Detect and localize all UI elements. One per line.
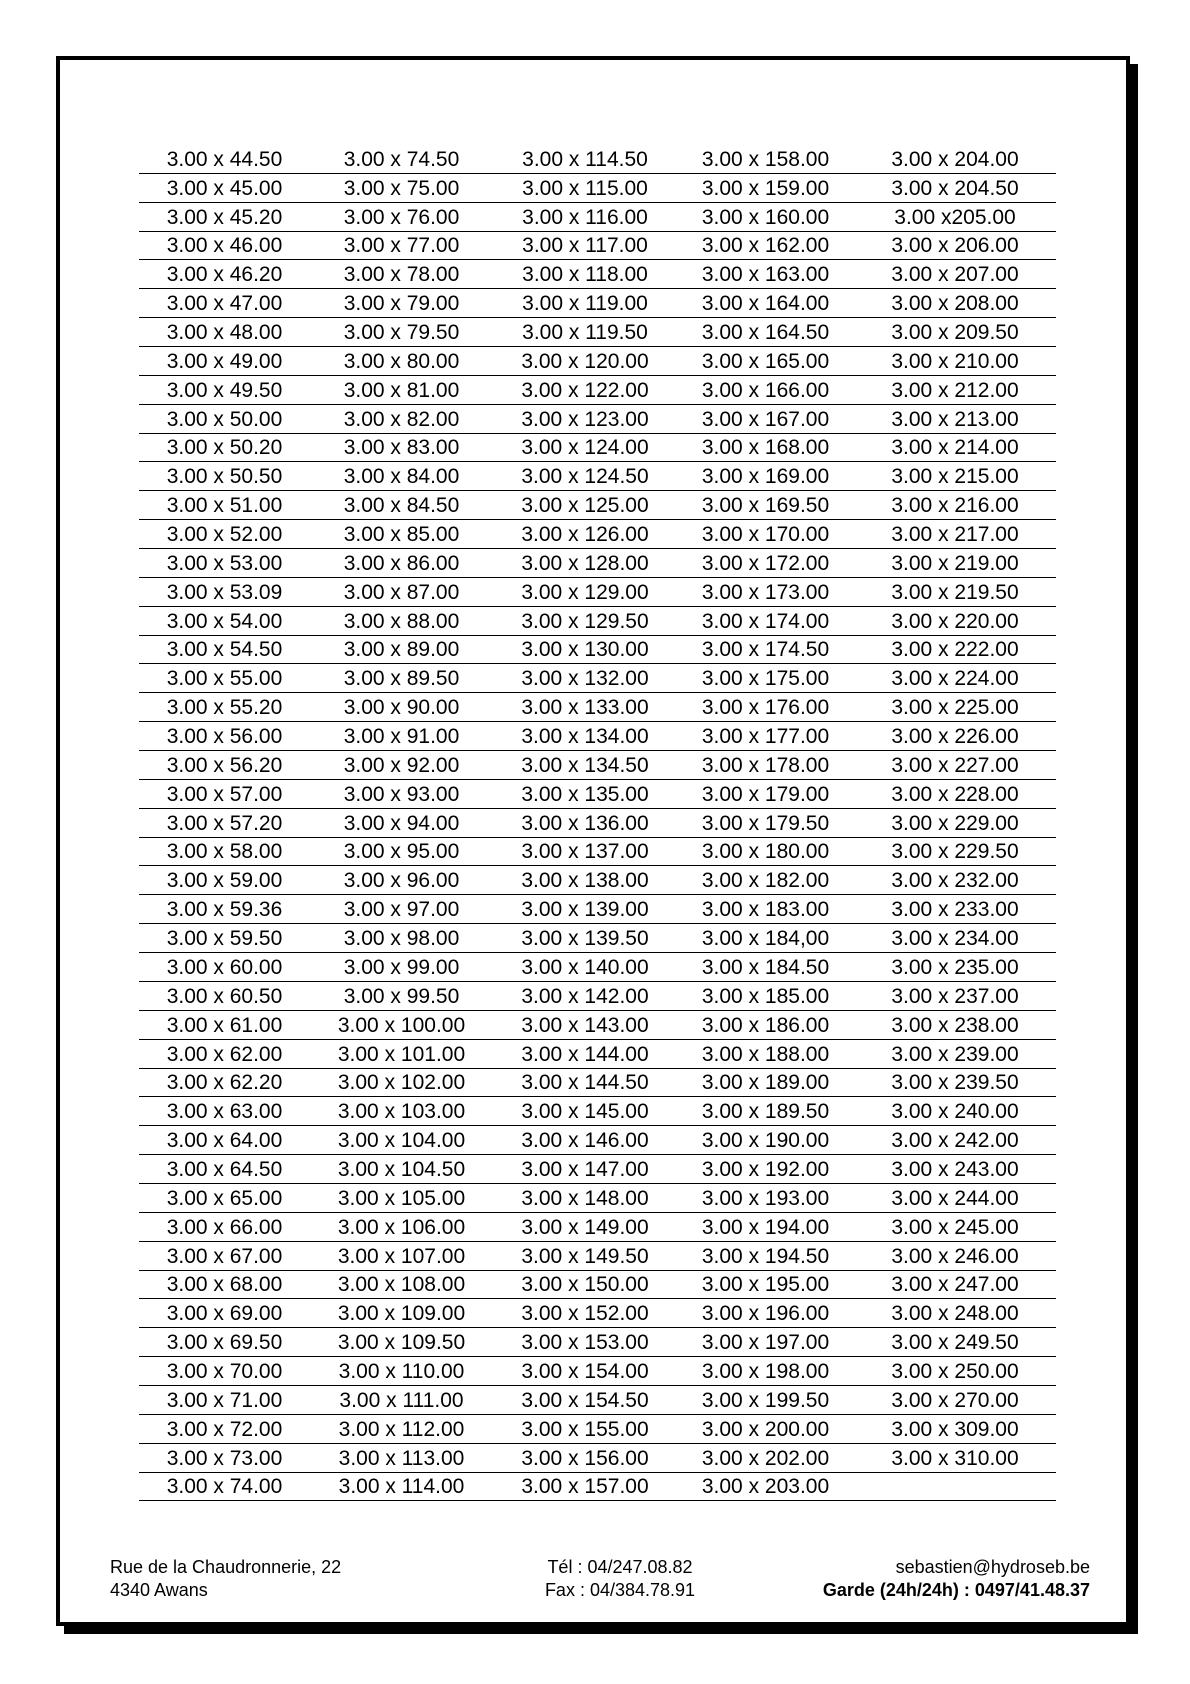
size-cell: 3.00 x 178.00 xyxy=(677,751,854,780)
size-cell: 3.00 x 101.00 xyxy=(310,1039,493,1068)
size-cell: 3.00 x 91.00 xyxy=(310,722,493,751)
size-cell: 3.00 x 154.00 xyxy=(493,1357,677,1386)
size-cell: 3.00 x 103.00 xyxy=(310,1097,493,1126)
size-cell: 3.00 x 197.00 xyxy=(677,1328,854,1357)
size-cell: 3.00 x 199.50 xyxy=(677,1385,854,1414)
size-cell: 3.00 x 106.00 xyxy=(310,1212,493,1241)
size-cell: 3.00 x 226.00 xyxy=(854,722,1056,751)
size-cell: 3.00 x 164.50 xyxy=(677,318,854,347)
size-cell: 3.00 x 142.00 xyxy=(493,981,677,1010)
table-row xyxy=(139,606,1056,635)
size-cell: 3.00 x 194.00 xyxy=(677,1212,854,1241)
size-cell: 3.00 x 57.00 xyxy=(139,779,310,808)
size-cell: 3.00 x 128.00 xyxy=(493,549,677,578)
size-cell: 3.00 x 144.00 xyxy=(493,1039,677,1068)
footer-contact xyxy=(500,1556,740,1602)
size-cell: 3.00 x 73.00 xyxy=(139,1443,310,1472)
size-cell: 3.00 x 240.00 xyxy=(854,1097,1056,1126)
size-table-body xyxy=(139,145,1056,1501)
table-row xyxy=(139,1039,1056,1068)
table-row xyxy=(139,779,1056,808)
table-row xyxy=(139,433,1056,462)
size-cell: 3.00 x 111.00 xyxy=(310,1385,493,1414)
size-cell: 3.00 x 153.00 xyxy=(493,1328,677,1357)
size-cell: 3.00 x 190.00 xyxy=(677,1126,854,1155)
size-cell: 3.00 x 116.00 xyxy=(493,202,677,231)
table-row xyxy=(139,1299,1056,1328)
size-cell: 3.00 x 117.00 xyxy=(493,231,677,260)
table-row xyxy=(139,953,1056,982)
size-cell: 3.00 x 147.00 xyxy=(493,1155,677,1184)
size-cell: 3.00 x 58.00 xyxy=(139,837,310,866)
table-row xyxy=(139,1328,1056,1357)
size-cell: 3.00 x 90.00 xyxy=(310,693,493,722)
size-cell: 3.00 x 119.00 xyxy=(493,289,677,318)
size-cell: 3.00 x 204.00 xyxy=(854,145,1056,173)
size-cell: 3.00 x 238.00 xyxy=(854,1010,1056,1039)
size-cell: 3.00 x 53.09 xyxy=(139,577,310,606)
size-cell: 3.00 x 239.50 xyxy=(854,1068,1056,1097)
size-cell: 3.00 x 233.00 xyxy=(854,895,1056,924)
size-cell: 3.00 x 63.00 xyxy=(139,1097,310,1126)
size-cell: 3.00 x 67.00 xyxy=(139,1241,310,1270)
size-cell: 3.00 x 194.50 xyxy=(677,1241,854,1270)
size-cell: 3.00 x 137.00 xyxy=(493,837,677,866)
size-cell: 3.00 x 119.50 xyxy=(493,318,677,347)
size-cell xyxy=(854,1472,1056,1501)
table-row xyxy=(139,520,1056,549)
size-cell: 3.00 x 68.00 xyxy=(139,1270,310,1299)
table-row xyxy=(139,491,1056,520)
size-cell: 3.00 x 136.00 xyxy=(493,808,677,837)
size-cell: 3.00 x 227.00 xyxy=(854,751,1056,780)
size-cell: 3.00 x 250.00 xyxy=(854,1357,1056,1386)
size-cell: 3.00 x 145.00 xyxy=(493,1097,677,1126)
size-cell: 3.00 x 159.00 xyxy=(677,173,854,202)
size-cell: 3.00 x 138.00 xyxy=(493,866,677,895)
size-cell: 3.00 x 50.00 xyxy=(139,404,310,433)
size-cell: 3.00 x 189.50 xyxy=(677,1097,854,1126)
size-cell: 3.00 x 89.00 xyxy=(310,635,493,664)
size-cell: 3.00 x 57.20 xyxy=(139,808,310,837)
size-cell: 3.00 x 166.00 xyxy=(677,375,854,404)
size-cell: 3.00 x 64.50 xyxy=(139,1155,310,1184)
size-cell: 3.00 x 214.00 xyxy=(854,433,1056,462)
table-row xyxy=(139,895,1056,924)
table-row xyxy=(139,347,1056,376)
size-cell: 3.00 x 99.00 xyxy=(310,953,493,982)
size-cell: 3.00 x 174.50 xyxy=(677,635,854,664)
size-cell: 3.00 x 47.00 xyxy=(139,289,310,318)
table-row xyxy=(139,1126,1056,1155)
size-cell: 3.00 x 50.50 xyxy=(139,462,310,491)
size-cell: 3.00 x 209.50 xyxy=(854,318,1056,347)
fax-number: Fax : 04/384.78.91 xyxy=(544,1580,696,1600)
size-cell: 3.00 x 207.00 xyxy=(854,260,1056,289)
size-cell: 3.00 x 167.00 xyxy=(677,404,854,433)
size-cell: 3.00 x 83.00 xyxy=(310,433,493,462)
size-cell: 3.00 x 186.00 xyxy=(677,1010,854,1039)
size-cell: 3.00 x 66.00 xyxy=(139,1212,310,1241)
size-cell: 3.00 x 155.00 xyxy=(493,1414,677,1443)
size-cell: 3.00 x 124.00 xyxy=(493,433,677,462)
size-cell: 3.00 x 140.00 xyxy=(493,953,677,982)
table-row xyxy=(139,1155,1056,1184)
size-cell: 3.00 x 108.00 xyxy=(310,1270,493,1299)
size-cell: 3.00 x 69.50 xyxy=(139,1328,310,1357)
size-cell: 3.00 x 220.00 xyxy=(854,606,1056,635)
size-cell: 3.00 x 55.00 xyxy=(139,664,310,693)
size-cell: 3.00 x 94.00 xyxy=(310,808,493,837)
size-cell: 3.00 x 189.00 xyxy=(677,1068,854,1097)
size-cell: 3.00 x 54.50 xyxy=(139,635,310,664)
size-cell: 3.00 x 54.00 xyxy=(139,606,310,635)
size-cell: 3.00 x 183.00 xyxy=(677,895,854,924)
table-row xyxy=(139,1472,1056,1501)
size-cell: 3.00 x 56.00 xyxy=(139,722,310,751)
size-cell: 3.00 x 150.00 xyxy=(493,1270,677,1299)
size-cell: 3.00 x 179.50 xyxy=(677,808,854,837)
size-cell: 3.00 x 105.00 xyxy=(310,1183,493,1212)
size-cell: 3.00 x 160.00 xyxy=(677,202,854,231)
size-cell: 3.00 x 53.00 xyxy=(139,549,310,578)
size-cell: 3.00 x 98.00 xyxy=(310,924,493,953)
size-cell: 3.00 x 193.00 xyxy=(677,1183,854,1212)
size-cell: 3.00 x 62.00 xyxy=(139,1039,310,1068)
size-cell: 3.00 x 87.00 xyxy=(310,577,493,606)
size-cell: 3.00 x 78.00 xyxy=(310,260,493,289)
size-cell: 3.00 x 114.50 xyxy=(493,145,677,173)
size-cell: 3.00 x 154.50 xyxy=(493,1385,677,1414)
table-row xyxy=(139,1097,1056,1126)
size-cell: 3.00 x 217.00 xyxy=(854,520,1056,549)
size-cell: 3.00 x 129.00 xyxy=(493,577,677,606)
size-cell: 3.00 x 206.00 xyxy=(854,231,1056,260)
size-cell: 3.00 x 210.00 xyxy=(854,347,1056,376)
table-row xyxy=(139,1010,1056,1039)
size-cell: 3.00 x 188.00 xyxy=(677,1039,854,1068)
size-cell: 3.00 x 133.00 xyxy=(493,693,677,722)
footer-email-emergency xyxy=(823,1556,1090,1602)
size-cell: 3.00 x 79.00 xyxy=(310,289,493,318)
size-cell: 3.00 x 200.00 xyxy=(677,1414,854,1443)
size-cell: 3.00 x 173.00 xyxy=(677,577,854,606)
table-row xyxy=(139,1270,1056,1299)
table-row xyxy=(139,1414,1056,1443)
size-cell: 3.00 x 123.00 xyxy=(493,404,677,433)
size-cell: 3.00 x 224.00 xyxy=(854,664,1056,693)
size-cell: 3.00 x 129.50 xyxy=(493,606,677,635)
size-cell: 3.00 x 45.00 xyxy=(139,173,310,202)
size-cell: 3.00 x 169.50 xyxy=(677,491,854,520)
size-cell: 3.00 x 168.00 xyxy=(677,433,854,462)
table-row xyxy=(139,1183,1056,1212)
size-cell: 3.00 x 132.00 xyxy=(493,664,677,693)
size-cell: 3.00 x 158.00 xyxy=(677,145,854,173)
size-cell: 3.00 x 247.00 xyxy=(854,1270,1056,1299)
size-cell: 3.00 x 225.00 xyxy=(854,693,1056,722)
table-row xyxy=(139,231,1056,260)
size-cell: 3.00 x 229.50 xyxy=(854,837,1056,866)
size-cell: 3.00 x 208.00 xyxy=(854,289,1056,318)
size-cell: 3.00 x 100.00 xyxy=(310,1010,493,1039)
emergency-number: Garde (24h/24h) : 0497/41.48.37 xyxy=(822,1580,1090,1600)
size-cell: 3.00 x 61.00 xyxy=(139,1010,310,1039)
size-cell: 3.00 x 162.00 xyxy=(677,231,854,260)
size-cell: 3.00 x 310.00 xyxy=(854,1443,1056,1472)
table-row xyxy=(139,866,1056,895)
size-cell: 3.00 x 202.00 xyxy=(677,1443,854,1472)
size-cell: 3.00 x 45.20 xyxy=(139,202,310,231)
size-cell: 3.00 x 130.00 xyxy=(493,635,677,664)
footer-address xyxy=(110,1556,341,1602)
size-cell: 3.00 x 309.00 xyxy=(854,1414,1056,1443)
size-cell: 3.00 x 192.00 xyxy=(677,1155,854,1184)
size-table xyxy=(139,145,1056,1501)
table-row xyxy=(139,635,1056,664)
size-cell: 3.00 x 74.00 xyxy=(139,1472,310,1501)
size-cell: 3.00 x 185.00 xyxy=(677,981,854,1010)
size-cell: 3.00 x 195.00 xyxy=(677,1270,854,1299)
size-cell: 3.00 x 84.50 xyxy=(310,491,493,520)
size-cell: 3.00 x 146.00 xyxy=(493,1126,677,1155)
size-cell: 3.00 x 88.00 xyxy=(310,606,493,635)
size-cell: 3.00 x 84.00 xyxy=(310,462,493,491)
size-cell: 3.00 x 56.20 xyxy=(139,751,310,780)
size-cell: 3.00 x 114.00 xyxy=(310,1472,493,1501)
size-cell: 3.00 x 102.00 xyxy=(310,1068,493,1097)
size-cell: 3.00 x 64.00 xyxy=(139,1126,310,1155)
table-row xyxy=(139,1357,1056,1386)
size-cell: 3.00 x 216.00 xyxy=(854,491,1056,520)
size-cell: 3.00 x 81.00 xyxy=(310,375,493,404)
size-cell: 3.00 x 246.00 xyxy=(854,1241,1056,1270)
table-row xyxy=(139,375,1056,404)
size-cell: 3.00 x 135.00 xyxy=(493,779,677,808)
table-row xyxy=(139,1241,1056,1270)
size-cell: 3.00 x 124.50 xyxy=(493,462,677,491)
table-row xyxy=(139,1385,1056,1414)
size-cell: 3.00 x 109.50 xyxy=(310,1328,493,1357)
address-street: Rue de la Chaudronnerie, 22 xyxy=(110,1557,342,1577)
table-row xyxy=(139,924,1056,953)
size-cell: 3.00 x 80.00 xyxy=(310,347,493,376)
size-cell: 3.00 x 149.00 xyxy=(493,1212,677,1241)
size-cell: 3.00 x 148.00 xyxy=(493,1183,677,1212)
size-cell: 3.00 x 175.00 xyxy=(677,664,854,693)
size-cell: 3.00 x 122.00 xyxy=(493,375,677,404)
size-cell: 3.00 x 112.00 xyxy=(310,1414,493,1443)
size-cell: 3.00 x 72.00 xyxy=(139,1414,310,1443)
size-cell: 3.00 x 152.00 xyxy=(493,1299,677,1328)
size-cell: 3.00 x 104.00 xyxy=(310,1126,493,1155)
size-cell: 3.00 x 222.00 xyxy=(854,635,1056,664)
size-cell: 3.00 x 180.00 xyxy=(677,837,854,866)
table-row xyxy=(139,577,1056,606)
size-cell: 3.00 x 134.00 xyxy=(493,722,677,751)
size-cell: 3.00 x 235.00 xyxy=(854,953,1056,982)
size-cell: 3.00 x 85.00 xyxy=(310,520,493,549)
table-row xyxy=(139,462,1056,491)
size-cell: 3.00 x 70.00 xyxy=(139,1357,310,1386)
size-cell: 3.00 x 243.00 xyxy=(854,1155,1056,1184)
size-cell: 3.00 x 204.50 xyxy=(854,173,1056,202)
table-row xyxy=(139,751,1056,780)
table-row xyxy=(139,289,1056,318)
size-cell: 3.00 x 249.50 xyxy=(854,1328,1056,1357)
phone-number: Tél : 04/247.08.82 xyxy=(547,1557,693,1577)
size-cell: 3.00 x 165.00 xyxy=(677,347,854,376)
table-row xyxy=(139,318,1056,347)
size-cell: 3.00 x 75.00 xyxy=(310,173,493,202)
size-cell: 3.00 x 86.00 xyxy=(310,549,493,578)
size-cell: 3.00 x 46.00 xyxy=(139,231,310,260)
size-cell: 3.00 x 113.00 xyxy=(310,1443,493,1472)
size-cell: 3.00 x 143.00 xyxy=(493,1010,677,1039)
size-cell: 3.00 x 115.00 xyxy=(493,173,677,202)
size-cell: 3.00 x 59.50 xyxy=(139,924,310,953)
size-cell: 3.00 x 234.00 xyxy=(854,924,1056,953)
size-cell: 3.00 x 157.00 xyxy=(493,1472,677,1501)
table-row xyxy=(139,1443,1056,1472)
size-cell: 3.00 x 219.00 xyxy=(854,549,1056,578)
size-cell: 3.00 x205.00 xyxy=(854,202,1056,231)
size-cell: 3.00 x 55.20 xyxy=(139,693,310,722)
size-cell: 3.00 x 65.00 xyxy=(139,1183,310,1212)
table-row xyxy=(139,404,1056,433)
table-row xyxy=(139,1212,1056,1241)
size-cell: 3.00 x 79.50 xyxy=(310,318,493,347)
size-cell: 3.00 x 92.00 xyxy=(310,751,493,780)
table-row xyxy=(139,837,1056,866)
size-cell: 3.00 x 229.00 xyxy=(854,808,1056,837)
size-cell: 3.00 x 196.00 xyxy=(677,1299,854,1328)
table-row xyxy=(139,808,1056,837)
table-row xyxy=(139,202,1056,231)
size-cell: 3.00 x 62.20 xyxy=(139,1068,310,1097)
size-cell: 3.00 x 177.00 xyxy=(677,722,854,751)
table-row xyxy=(139,145,1056,173)
size-cell: 3.00 x 212.00 xyxy=(854,375,1056,404)
size-cell: 3.00 x 245.00 xyxy=(854,1212,1056,1241)
email-address: sebastien@hydroseb.be xyxy=(895,1557,1090,1577)
size-cell: 3.00 x 232.00 xyxy=(854,866,1056,895)
size-cell: 3.00 x 244.00 xyxy=(854,1183,1056,1212)
table-row xyxy=(139,722,1056,751)
size-cell: 3.00 x 170.00 xyxy=(677,520,854,549)
size-cell: 3.00 x 59.00 xyxy=(139,866,310,895)
size-cell: 3.00 x 198.00 xyxy=(677,1357,854,1386)
table-row xyxy=(139,549,1056,578)
size-cell: 3.00 x 134.50 xyxy=(493,751,677,780)
size-cell: 3.00 x 126.00 xyxy=(493,520,677,549)
size-cell: 3.00 x 107.00 xyxy=(310,1241,493,1270)
size-cell: 3.00 x 184.50 xyxy=(677,953,854,982)
size-cell: 3.00 x 149.50 xyxy=(493,1241,677,1270)
size-cell: 3.00 x 176.00 xyxy=(677,693,854,722)
size-cell: 3.00 x 104.50 xyxy=(310,1155,493,1184)
size-cell: 3.00 x 242.00 xyxy=(854,1126,1056,1155)
size-cell: 3.00 x 120.00 xyxy=(493,347,677,376)
size-cell: 3.00 x 174.00 xyxy=(677,606,854,635)
size-cell: 3.00 x 49.00 xyxy=(139,347,310,376)
size-cell: 3.00 x 51.00 xyxy=(139,491,310,520)
size-cell: 3.00 x 144.50 xyxy=(493,1068,677,1097)
table-row xyxy=(139,260,1056,289)
table-row xyxy=(139,664,1056,693)
table-row xyxy=(139,693,1056,722)
size-cell: 3.00 x 46.20 xyxy=(139,260,310,289)
size-cell: 3.00 x 164.00 xyxy=(677,289,854,318)
size-cell: 3.00 x 215.00 xyxy=(854,462,1056,491)
size-cell: 3.00 x 60.50 xyxy=(139,981,310,1010)
size-cell: 3.00 x 248.00 xyxy=(854,1299,1056,1328)
size-cell: 3.00 x 52.00 xyxy=(139,520,310,549)
size-cell: 3.00 x 169.00 xyxy=(677,462,854,491)
size-cell: 3.00 x 48.00 xyxy=(139,318,310,347)
size-cell: 3.00 x 125.00 xyxy=(493,491,677,520)
size-cell: 3.00 x 203.00 xyxy=(677,1472,854,1501)
size-cell: 3.00 x 99.50 xyxy=(310,981,493,1010)
size-cell: 3.00 x 179.00 xyxy=(677,779,854,808)
table-row xyxy=(139,173,1056,202)
size-cell: 3.00 x 97.00 xyxy=(310,895,493,924)
size-cell: 3.00 x 60.00 xyxy=(139,953,310,982)
size-cell: 3.00 x 156.00 xyxy=(493,1443,677,1472)
size-cell: 3.00 x 59.36 xyxy=(139,895,310,924)
address-city: 4340 Awans xyxy=(110,1580,208,1600)
size-cell: 3.00 x 89.50 xyxy=(310,664,493,693)
size-cell: 3.00 x 93.00 xyxy=(310,779,493,808)
size-cell: 3.00 x 118.00 xyxy=(493,260,677,289)
size-cell: 3.00 x 76.00 xyxy=(310,202,493,231)
size-cell: 3.00 x 49.50 xyxy=(139,375,310,404)
size-cell: 3.00 x 182.00 xyxy=(677,866,854,895)
size-cell: 3.00 x 71.00 xyxy=(139,1385,310,1414)
size-cell: 3.00 x 172.00 xyxy=(677,549,854,578)
size-cell: 3.00 x 110.00 xyxy=(310,1357,493,1386)
size-cell: 3.00 x 219.50 xyxy=(854,577,1056,606)
size-cell: 3.00 x 228.00 xyxy=(854,779,1056,808)
size-cell: 3.00 x 239.00 xyxy=(854,1039,1056,1068)
size-cell: 3.00 x 44.50 xyxy=(139,145,310,173)
size-cell: 3.00 x 163.00 xyxy=(677,260,854,289)
size-cell: 3.00 x 109.00 xyxy=(310,1299,493,1328)
size-cell: 3.00 x 69.00 xyxy=(139,1299,310,1328)
size-cell: 3.00 x 270.00 xyxy=(854,1385,1056,1414)
size-cell: 3.00 x 95.00 xyxy=(310,837,493,866)
size-cell: 3.00 x 77.00 xyxy=(310,231,493,260)
size-cell: 3.00 x 50.20 xyxy=(139,433,310,462)
size-cell: 3.00 x 139.00 xyxy=(493,895,677,924)
table-row xyxy=(139,981,1056,1010)
size-cell: 3.00 x 96.00 xyxy=(310,866,493,895)
size-cell: 3.00 x 82.00 xyxy=(310,404,493,433)
size-cell: 3.00 x 139.50 xyxy=(493,924,677,953)
size-cell: 3.00 x 184,00 xyxy=(677,924,854,953)
size-cell: 3.00 x 213.00 xyxy=(854,404,1056,433)
size-cell: 3.00 x 237.00 xyxy=(854,981,1056,1010)
size-cell: 3.00 x 74.50 xyxy=(310,145,493,173)
table-row xyxy=(139,1068,1056,1097)
